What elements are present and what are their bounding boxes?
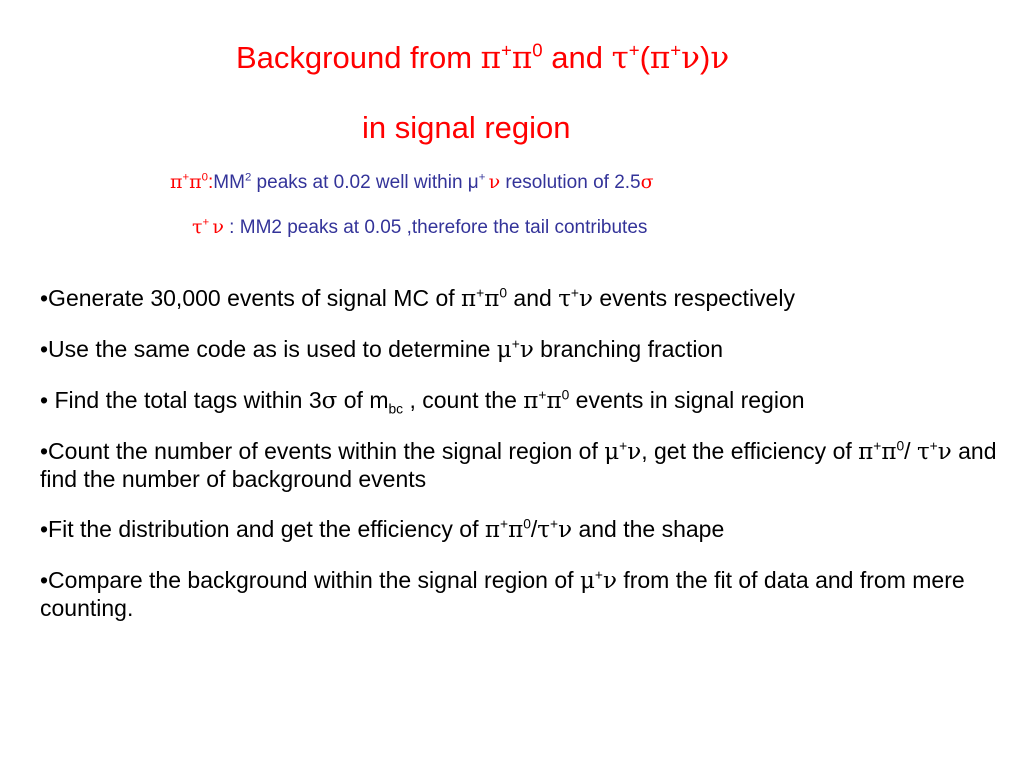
- bullet-text: of m: [337, 387, 389, 413]
- pi-symbol: π: [189, 171, 202, 193]
- bullet-text: and the shape: [572, 516, 725, 542]
- nu-symbol: ν: [627, 439, 642, 465]
- superscript: +: [500, 516, 509, 532]
- pi-symbol: π: [546, 388, 562, 414]
- bullet-text: events respectively: [592, 285, 795, 311]
- mu-symbol: μ: [579, 568, 595, 594]
- superscript: +: [594, 567, 603, 583]
- bullet-text: /: [904, 438, 917, 464]
- bullet-text: •Use the same code as is used to determine: [40, 336, 497, 362]
- bullet-text: •Compare the background within the signal region of: [40, 567, 580, 593]
- pi-symbol: π: [511, 40, 533, 76]
- bullet-text: • Find the total tags within 3: [40, 387, 322, 413]
- superscript: 0: [561, 387, 570, 403]
- subtitle-text: :: [208, 172, 214, 193]
- bullet-text: /: [530, 516, 538, 542]
- superscript: 0: [499, 285, 508, 301]
- superscript: +: [182, 171, 190, 184]
- bullet-text: , get the efficiency of: [641, 438, 859, 464]
- bullet-text: from the fit of data and from mere counting.: [40, 567, 965, 621]
- superscript: +: [670, 39, 682, 61]
- superscript: 0: [896, 438, 905, 454]
- nu-symbol: ν: [681, 40, 701, 76]
- pi-symbol: π: [523, 388, 539, 414]
- superscript: +: [929, 438, 938, 454]
- pi-symbol: π: [649, 40, 671, 76]
- subtitle-text: : MM2 peaks at 0.05 ,therefore the tail contributes: [223, 217, 648, 238]
- nu-symbol: ν: [488, 171, 501, 193]
- superscript: +: [550, 516, 559, 532]
- superscript: +: [476, 285, 485, 301]
- bullet-item: [40, 387, 1015, 415]
- pi-symbol: π: [484, 517, 501, 543]
- bullet-text: •Generate 30,000 events of signal MC of: [40, 285, 462, 311]
- tau-symbol: τ: [916, 439, 930, 465]
- bullet-text: , count the: [403, 387, 524, 413]
- superscript: +: [619, 438, 628, 454]
- pi-symbol: π: [858, 439, 874, 465]
- superscript: 0: [532, 39, 543, 61]
- superscript: +: [570, 285, 579, 301]
- slide-title: [236, 39, 730, 76]
- tau-symbol: τ: [537, 517, 551, 543]
- superscript: +: [628, 39, 640, 61]
- tau-symbol: τ: [558, 286, 571, 312]
- sigma-symbol: σ: [640, 171, 654, 193]
- pi-symbol: π: [461, 286, 477, 312]
- title-text: ): [700, 40, 711, 75]
- bullet-text: and: [507, 285, 559, 311]
- title-text: and: [542, 40, 612, 75]
- bullet-item: [40, 336, 1015, 364]
- tau-symbol: τ: [192, 216, 203, 238]
- bullet-list: [40, 285, 1015, 645]
- nu-symbol: ν: [212, 216, 224, 238]
- bullet-item: [40, 516, 1015, 544]
- pi-symbol: π: [484, 286, 500, 312]
- bullet-item: [40, 567, 1015, 622]
- bullet-text: •Fit the distribution and get the efficiency of: [40, 516, 485, 542]
- superscript: +: [511, 336, 520, 352]
- pi-symbol: π: [508, 517, 524, 543]
- pi-symbol: π: [170, 171, 183, 193]
- mu-symbol: μ: [604, 439, 620, 465]
- nu-symbol: ν: [710, 40, 730, 76]
- title-text: Background from: [236, 40, 481, 75]
- slide-title-line2: in signal region: [362, 110, 571, 145]
- subscript: bc: [388, 401, 404, 417]
- superscript: +: [478, 171, 489, 184]
- subtitle-pi-pi0: [170, 173, 654, 192]
- bullet-text: branching fraction: [533, 336, 724, 362]
- superscript: +: [202, 216, 213, 229]
- nu-symbol: ν: [578, 286, 593, 312]
- superscript: 0: [523, 516, 531, 532]
- superscript: +: [501, 39, 512, 61]
- subtitle-text: MM: [213, 172, 245, 193]
- tau-symbol: τ: [611, 40, 629, 76]
- superscript: 2: [244, 171, 252, 184]
- bullet-text: and find the number of background events: [40, 438, 997, 492]
- pi-symbol: π: [480, 40, 502, 76]
- subtitle-tau-nu: [192, 218, 647, 237]
- bullet-text: •Count the number of events within the signal region of: [40, 438, 605, 464]
- mu-symbol: μ: [496, 337, 512, 363]
- nu-symbol: ν: [937, 439, 952, 465]
- superscript: +: [538, 387, 547, 403]
- subtitle-text: resolution of 2.5: [500, 172, 641, 193]
- bullet-item: [40, 285, 1015, 313]
- sigma-symbol: σ: [321, 388, 338, 414]
- superscript: 0: [201, 171, 208, 184]
- subtitle-text: peaks at 0.02 well within μ: [251, 172, 479, 193]
- bullet-item: [40, 438, 1015, 493]
- nu-symbol: ν: [558, 517, 573, 543]
- nu-symbol: ν: [602, 568, 617, 594]
- bullet-text: events in signal region: [569, 387, 805, 413]
- nu-symbol: ν: [519, 337, 534, 363]
- title-text: (: [639, 40, 650, 75]
- pi-symbol: π: [881, 439, 897, 465]
- superscript: +: [873, 438, 882, 454]
